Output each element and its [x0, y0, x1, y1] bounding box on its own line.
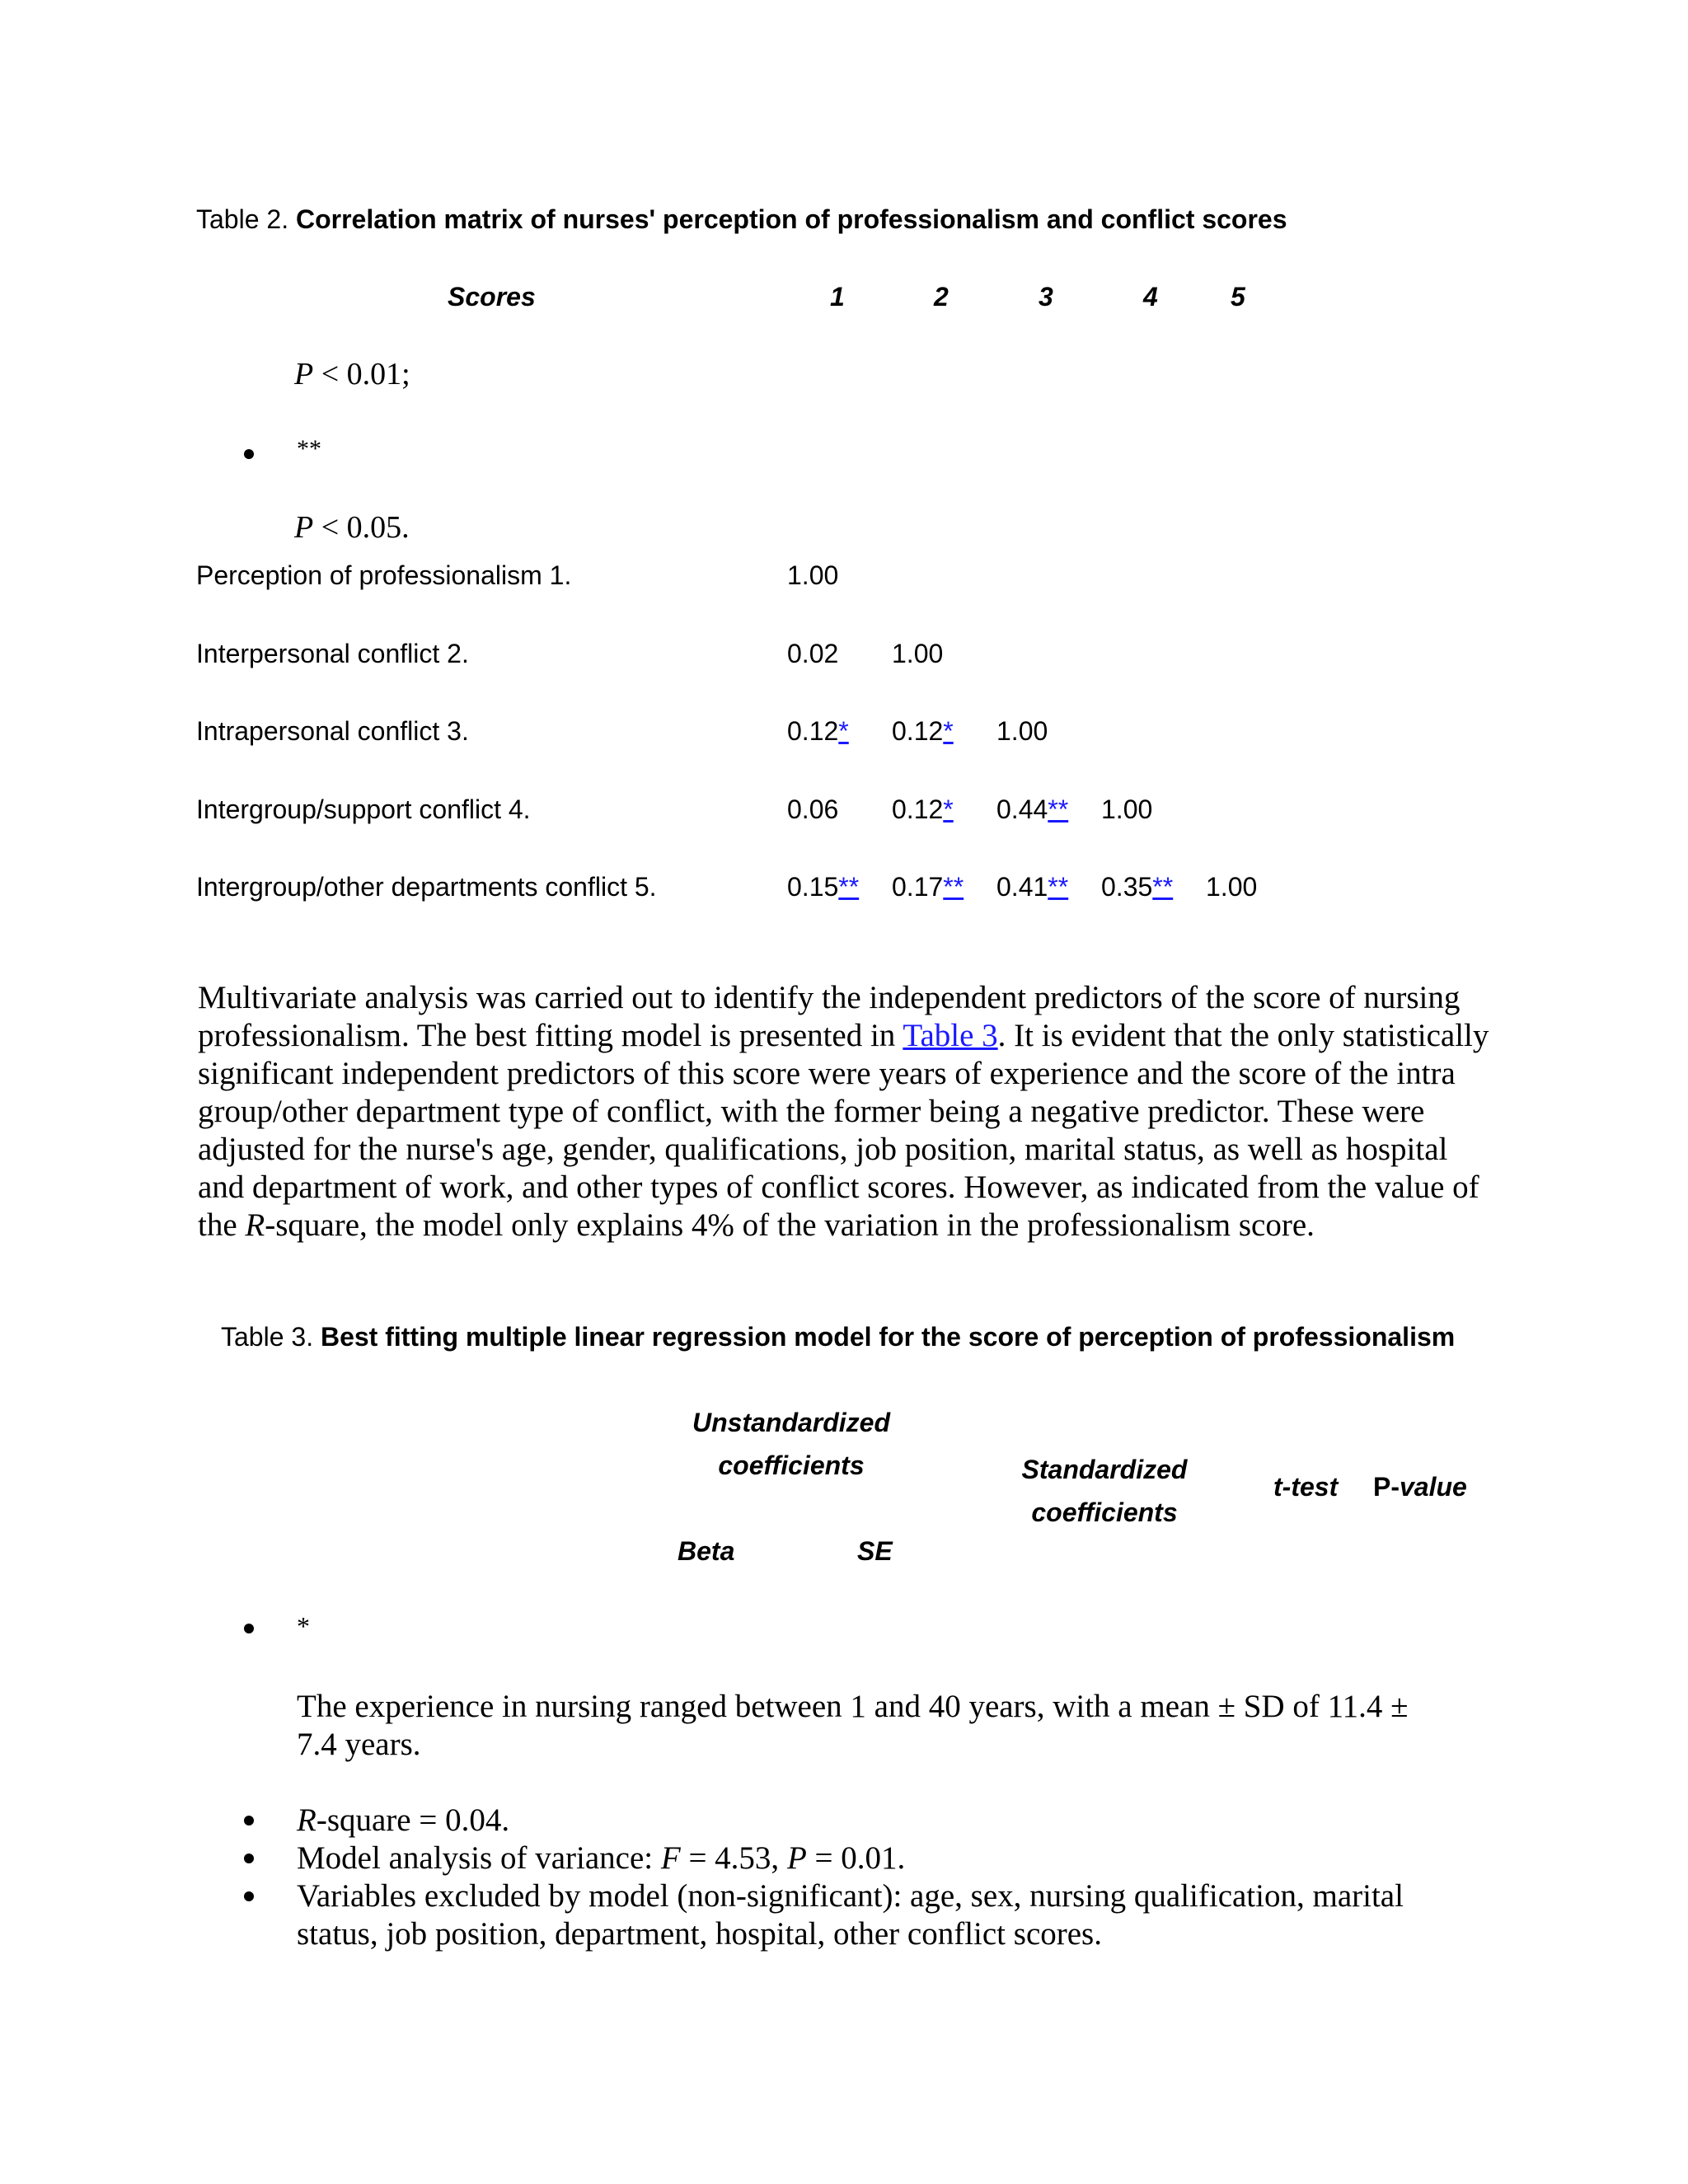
table3-header-standardized-line2: coefficients [1031, 1497, 1178, 1527]
table2-header-col4: 4 [1143, 282, 1158, 312]
table3-header-unstandardized-line1: Unstandardized [692, 1408, 891, 1437]
table2-significance-link[interactable]: * [943, 794, 954, 824]
table2-cell [892, 639, 943, 669]
table2-cell [892, 872, 964, 902]
table2-footnote-p001-text: < 0.01; [313, 357, 410, 391]
table2-footnote-p001: P < 0.01; [294, 357, 410, 391]
results-paragraph [198, 979, 1492, 1244]
table2-cell-value: 0.44 [996, 794, 1048, 824]
table3-title: Best fitting multiple linear regression model for the score of perception of professionalism [320, 1322, 1456, 1352]
table3-note-anova-p: P [786, 1840, 807, 1876]
table2-footnote-marker: ** [297, 435, 321, 462]
bullet-icon [244, 1854, 254, 1863]
table3-note-anova-f: F [660, 1840, 681, 1876]
table2-cell-value: 0.15 [787, 872, 839, 902]
table2-significance-link[interactable]: * [838, 716, 849, 746]
table2-cell [892, 794, 954, 825]
table3-note-rsquare-symbol: R [297, 1802, 316, 1838]
table3-note-anova-end: = 0.01. [806, 1840, 906, 1876]
table2-footnote-p005: P < 0.05. [294, 510, 410, 545]
table2-row-label: Intergroup/support conflict 4. [196, 794, 531, 824]
table3-note-anova-mid: = 4.53, [680, 1840, 787, 1876]
table2-significance-link[interactable]: ** [1048, 794, 1069, 824]
table3-header-unstandardized [651, 1401, 931, 1487]
table2-cell [1101, 794, 1152, 825]
table2-cell-value: 0.12 [892, 716, 944, 746]
paragraph-r-symbol: R [245, 1207, 265, 1243]
table2-row-label: Intrapersonal conflict 3. [196, 716, 469, 746]
table3-footnote-text: The experience in nursing ranged between 1 and 40 years, with a mean ± SD of 11.4 ± 7.4 years. [297, 1689, 1409, 1762]
table3-header-unstandardized-line2: coefficients [718, 1451, 865, 1480]
table2-significance-link[interactable]: ** [943, 872, 964, 902]
table3-label: Table 3. [221, 1322, 314, 1352]
table3-header-pvalue-p: P- [1373, 1472, 1400, 1502]
table3-note-anova [297, 1840, 905, 1877]
table2-title: Correlation matrix of nurses' perception of professionalism and conflict scores [295, 204, 1287, 234]
table3-header-standardized-line1: Standardized [1021, 1455, 1188, 1484]
table2-cell [996, 872, 1068, 902]
paragraph-text-start: Multivariate analysis was carried out to identify the independent predictors of the score of nursing professionalism. The best fitting model is presented in [198, 980, 1461, 1053]
table2-caption [196, 204, 1287, 235]
table2-significance-link[interactable]: ** [1048, 872, 1069, 902]
bullet-icon [244, 1624, 254, 1633]
table3-header-standardized [973, 1448, 1236, 1534]
table2-cell-value: 1.00 [1206, 872, 1258, 902]
table2-cell-value: 1.00 [996, 716, 1048, 746]
table2-cell [892, 716, 954, 747]
table2-cell-value: 0.41 [996, 872, 1048, 902]
paragraph-text-middle: . It is evident that the only statistically significant independent predictors of this score were years of experience and the score of the intra group/other department type of conflict, with the former being a negative predictor. These were adjusted for the nurse's age, gender, qualifications, job position, marital status, as well as hospital and department of work, and other types of conflict scores. However, as indicated from the value of the [198, 1018, 1489, 1243]
bullet-icon [244, 449, 254, 459]
table2-header-col1: 1 [830, 282, 845, 312]
table2-significance-link[interactable]: ** [1152, 872, 1174, 902]
table2-cell-value: 1.00 [892, 638, 944, 668]
table2-header-col2: 2 [934, 282, 949, 312]
paragraph-text-end: -square, the model only explains 4% of the variation in the professionalism score. [265, 1207, 1315, 1243]
table2-footnote-p005-text: < 0.05. [313, 510, 410, 545]
table2-cell-value: 1.00 [1101, 794, 1153, 824]
table3-link[interactable]: Table 3 [903, 1018, 998, 1053]
table2-cell-value: 0.17 [892, 872, 944, 902]
table2-row-label: Intergroup/other departments conflict 5. [196, 872, 657, 902]
table2-cell [1206, 872, 1257, 902]
table2-cell [787, 716, 849, 747]
table2-header-scores: Scores [448, 282, 536, 312]
table2-label: Table 2. [196, 204, 289, 234]
table3-note-anova-prefix: Model analysis of variance: [297, 1840, 661, 1876]
table2-cell-value: 1.00 [787, 560, 839, 590]
table2-cell-value: 0.12 [892, 794, 944, 824]
table3-header-se: SE [857, 1536, 893, 1566]
table2-row-label: Perception of professionalism 1. [196, 560, 572, 590]
table3-header-ttest-text: t-test [1273, 1472, 1339, 1502]
table3-header-pvalue [1373, 1472, 1467, 1502]
table3-note-rsquare [297, 1802, 509, 1840]
table2-cell-value: 0.06 [787, 794, 839, 824]
table3-note-excluded: Variables excluded by model (non-significant): age, sex, nursing qualification, marital status, job position, department, hospital, other conflict scores. [297, 1878, 1404, 1952]
table2-cell-value: 0.12 [787, 716, 839, 746]
bullet-icon [244, 1816, 254, 1825]
table3-header-ttest [1273, 1472, 1338, 1502]
table2-cell [787, 560, 838, 591]
table2-cell [996, 716, 1048, 747]
table2-cell-value: 0.02 [787, 638, 839, 668]
table3-header-beta: Beta [678, 1536, 735, 1566]
table2-row-label: Interpersonal conflict 2. [196, 638, 469, 668]
table3-note-rsquare-text: -square = 0.04. [316, 1802, 510, 1838]
table3-header-pvalue-value: value [1400, 1472, 1467, 1502]
table2-cell-value: 0.35 [1101, 872, 1153, 902]
table2-cell [787, 639, 838, 669]
bullet-icon [244, 1891, 254, 1901]
table2-cell [787, 872, 859, 902]
table2-significance-link[interactable]: ** [838, 872, 860, 902]
table3-caption [221, 1322, 1455, 1352]
table2-cell [1101, 872, 1173, 902]
table3-footnote-marker: * [297, 1611, 310, 1641]
table2-cell [787, 794, 838, 825]
table2-header-col3: 3 [1039, 282, 1053, 312]
table2-significance-link[interactable]: * [943, 716, 954, 746]
table2-cell [996, 794, 1068, 825]
table2-header-col5: 5 [1231, 282, 1245, 312]
